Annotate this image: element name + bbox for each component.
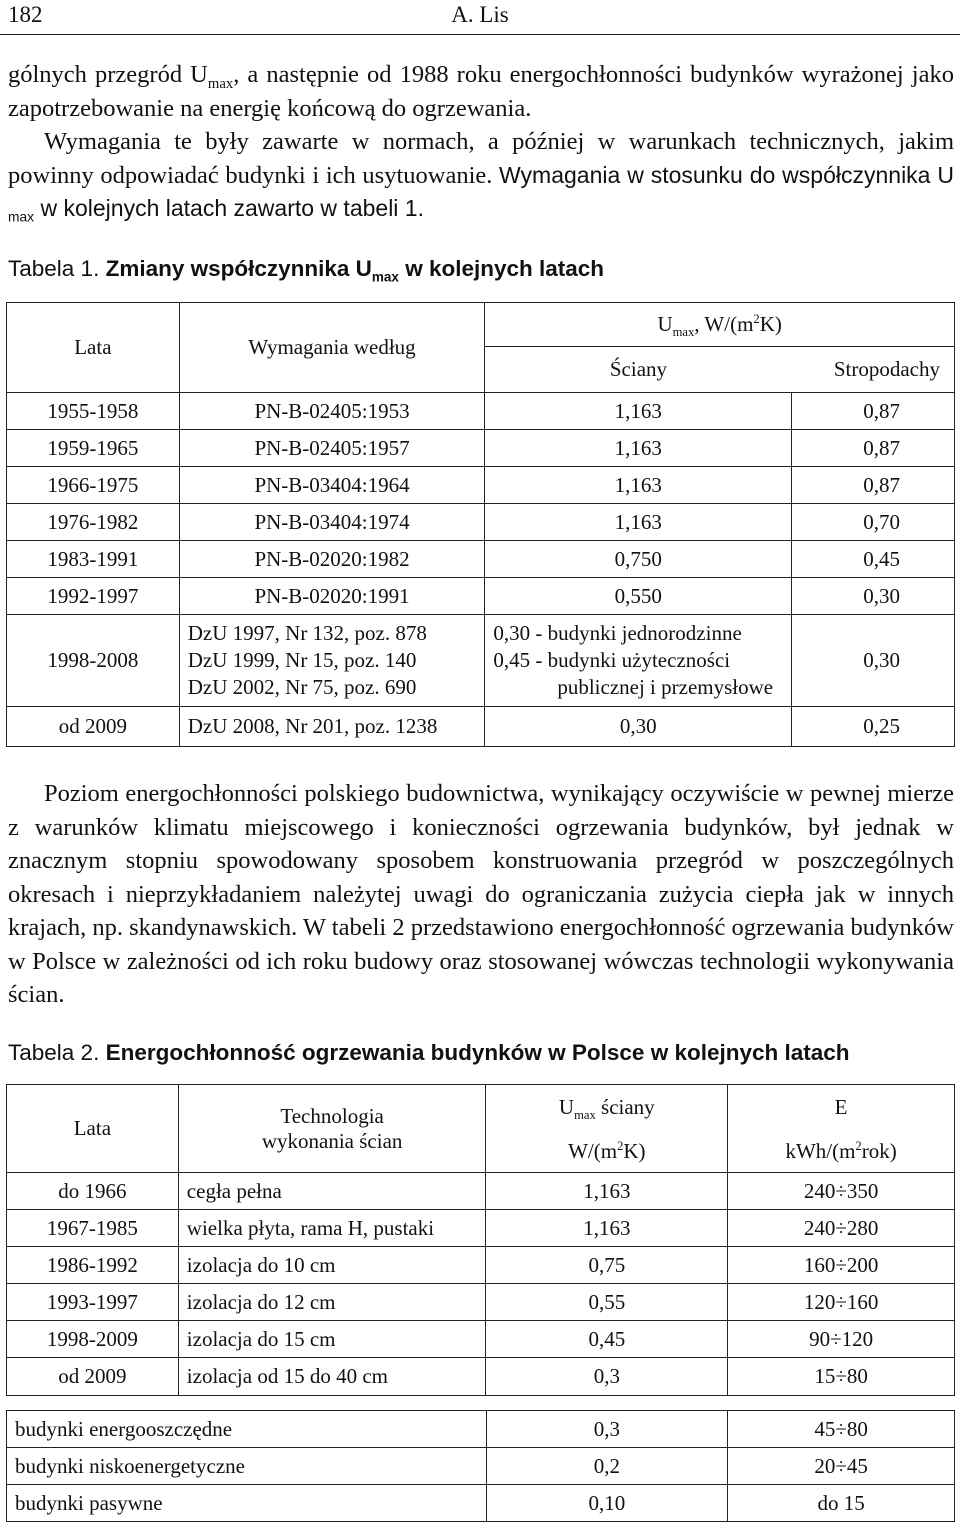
- table-row: budynki energooszczędne 0,3 45÷80: [7, 1411, 955, 1448]
- table-row: od 2009 DzU 2008, Nr 201, poz. 1238 0,30 0,25: [7, 707, 955, 747]
- intro-paragraph-2: Wymagania te były zawarte w normach, a później w warunkach technicznych, jakim powinny odpowiadać budynki i ich usytuowanie. Wymagania w stosunku do współczynnika U $_{max}$ w kolejnych latach zawarto w tabeli 1.: [8, 128, 954, 225]
- table-row: do 1966 cegła pełna 1,163 240÷350: [7, 1173, 955, 1210]
- table-row: 1967-1985 wielka płyta, rama H, pustaki 1,163 240÷280: [7, 1210, 955, 1247]
- table-row: 1986-1992 izolacja do 10 cm 0,75 160÷200: [7, 1247, 955, 1284]
- table-building-classes: [6, 1410, 955, 1522]
- table2-unit-u: $W/(m^2K)$: [486, 1131, 728, 1173]
- table-row: 1998-2008 DzU 1997, Nr 132, poz. 878 DzU 1999, Nr 15, poz. 140 DzU 2002, Nr 75, poz. 690 0,30 - budynki jednorodzinne 0,45 - budynki użyteczności publicznej i przemysłowe 0,30: [7, 615, 955, 707]
- table-row: 1955-1958 PN-B-02405:1953 1,163 0,87: [7, 393, 955, 430]
- table-row: budynki pasywne 0,10 do 15: [7, 1485, 955, 1522]
- table-row: od 2009 izolacja od 15 do 40 cm 0,3 15÷80: [7, 1358, 955, 1396]
- table1-header-row: [7, 303, 955, 347]
- table-row: 1976-1982 PN-B-03404:1974 1,163 0,70: [7, 504, 955, 541]
- table2-head-umax: $U_{max}$ ściany: [486, 1085, 728, 1131]
- table-row: 1959-1965 PN-B-02405:1957 1,163 0,87: [7, 430, 955, 467]
- table1: [6, 302, 955, 747]
- table1-sciany-list: 0,30 - budynki jednorodzinne 0,45 - budynki użyteczności publicznej i przemysłowe: [485, 615, 792, 707]
- body-paragraph: Poziom energochłonności polskiego budownictwa, wynikający oczywiście w pewnej mierze z warunków klimatu miejscowego i konieczności ogrzewania budynków, był jednak w znacznym stopniu spowodowany sposobem konstruowania przegród w poszczególnych okresach i nieprzykładaniem należytej uwagi do ograniczania zużycia ciepła jak w innych krajach, np. skandynawskich. W tabeli 2 przedstawiono energochłonność ogrzewania budynków w Polsce w zależności od ich roku budowy oraz stosowanej wówczas technologii wykonywania ścian.: [8, 780, 954, 1008]
- table-row: 1966-1975 PN-B-03404:1964 1,163 0,87: [7, 467, 955, 504]
- table2-unit-e: kWh/$(m^2rok)$: [728, 1131, 955, 1173]
- table1-head-stropodachy: Stropodachy: [792, 347, 955, 393]
- table-row: 1993-1997 izolacja do 12 cm 0,55 120÷160: [7, 1284, 955, 1321]
- table1-caption: Tabela 1. Zmiany współczynnika $U_{max}$ w kolejnych latach: [8, 256, 605, 285]
- table1-head-umax: $U_{max}$, $W/(m^2K)$: [485, 303, 955, 347]
- page-header: [0, 0, 960, 35]
- table1-head-sciany: Ściany: [485, 347, 792, 393]
- table2: [6, 1084, 955, 1396]
- table2-head-lata: Lata: [7, 1085, 179, 1173]
- table1-wymagania-list: DzU 1997, Nr 132, poz. 878 DzU 1999, Nr 15, poz. 140 DzU 2002, Nr 75, poz. 690: [179, 615, 485, 707]
- table-row: 1983-1991 PN-B-02020:1982 0,750 0,45: [7, 541, 955, 578]
- table1-head-wymagania: Wymagania według: [179, 303, 485, 393]
- table2-caption: Tabela 2. Energochłonność ogrzewania budynków w Polsce w kolejnych latach: [8, 1040, 850, 1065]
- table-row: 1998-2009 izolacja do 15 cm 0,45 90÷120: [7, 1321, 955, 1358]
- page-number: 182: [8, 2, 43, 27]
- table2-header-row: [7, 1085, 955, 1131]
- table2-head-e: E: [728, 1085, 955, 1131]
- table-row: budynki niskoenergetyczne 0,2 20÷45: [7, 1448, 955, 1485]
- table-row: 1992-1997 PN-B-02020:1991 0,550 0,30: [7, 578, 955, 615]
- table2-head-technologia: Technologia wykonania ścian: [178, 1085, 486, 1173]
- table1-head-lata: Lata: [7, 303, 180, 393]
- intro-paragraph-1: gólnych przegród $U_{max}$, a następnie od 1988 roku energochłonności budynków wyrażonej jako zapotrzebowanie na energię końcową do ogrzewania.: [8, 61, 954, 122]
- running-head-author: A. Lis: [451, 2, 509, 27]
